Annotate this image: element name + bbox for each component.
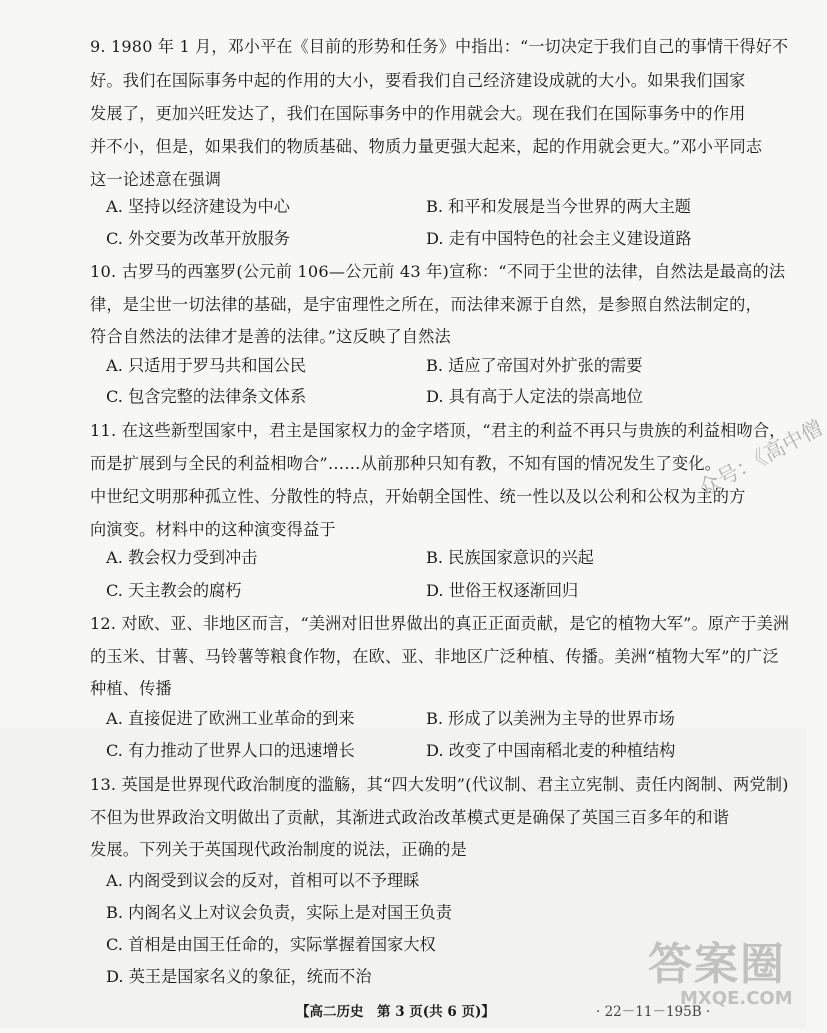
question-11-line-3: 中世纪文明那种孤立性、分散性的特点，开始朝全国性、统一性以及以公利和公权为主的方 — [90, 487, 746, 506]
question-12-option-b: B. 形成了以美洲为主导的世界市场 — [426, 709, 675, 728]
question-9-option-d: D. 走有中国特色的社会主义建设道路 — [426, 229, 692, 248]
question-10-line-3: 符合自然法的法律才是善的法律。”这反映了自然法 — [90, 327, 451, 346]
question-11-line-1: 11. 在这些新型国家中，君主是国家权力的金字塔顶，“君主的利益不再只与贵族的利益相吻合， — [90, 421, 786, 440]
side-watermark: 众号：《高中僧 — [694, 415, 827, 501]
question-13-line-3: 发展。下列关于英国现代政治制度的说法，正确的是 — [90, 840, 467, 859]
question-10-line-1: 10. 古罗马的西塞罗(公元前 106—公元前 43 年)宣称：“不同于尘世的法律，自然法是最高的法 — [90, 262, 786, 281]
question-11-option-c: C. 天主教会的腐朽 — [106, 581, 242, 600]
question-9-line-3: 发展了，更加兴旺发达了，我们在国际事务中的作用就会大。现在我们在国际事务中的作用 — [90, 104, 746, 123]
question-11-option-d: D. 世俗王权逐渐回归 — [426, 581, 579, 600]
footer-exam-code: · 22－11－195B · — [596, 1004, 711, 1020]
watermark-logo-url: MXQE.COM — [680, 988, 793, 1009]
question-11-line-4: 向演变。材料中的这种演变得益于 — [90, 520, 336, 539]
question-13-line-1: 13. 英国是世界现代政治制度的滥觞，其“四大发明”(代议制、君主立宪制、责任内阁制、两党制) — [90, 775, 789, 794]
question-13-option-c: C. 首相是由国王任命的，实际掌握着国家大权 — [106, 935, 436, 954]
question-12-line-1: 12. 对欧、亚、非地区而言，“美洲对旧世界做出的真正正面贡献，是它的植物大军”。原产于美洲 — [90, 614, 790, 633]
answer-site-watermark-logo — [640, 928, 800, 1028]
question-10-option-b: B. 适应了帝国对外扩张的需要 — [426, 356, 643, 375]
question-12-option-d: D. 改变了中国南稻北麦的种植结构 — [426, 741, 676, 760]
question-9-line-2: 好。我们在国际事务中起的作用的大小，要看我们自己经济建设成就的大小。如果我们国家 — [90, 71, 746, 90]
question-12-line-3: 种植、传播 — [90, 679, 172, 698]
question-9-line-4: 并不小，但是，如果我们的物质基础、物质力量更强大起来，起的作用就会更大。”邓小平同志 — [90, 137, 763, 156]
question-9-option-c: C. 外交要为改革开放服务 — [106, 229, 290, 248]
question-10-option-c: C. 包含完整的法律条文体系 — [106, 387, 307, 406]
question-10-option-d: D. 具有高于人定法的崇高地位 — [426, 387, 643, 406]
question-11-option-b: B. 民族国家意识的兴起 — [426, 548, 594, 567]
question-13-option-d: D. 英王是国家名义的象征，统而不治 — [106, 967, 372, 986]
question-9-option-b: B. 和平和发展是当今世界的两大主题 — [426, 197, 691, 216]
question-9-line-5: 这一论述意在强调 — [90, 170, 222, 189]
footer-page-label: 【高二历史 第 3 页(共 6 页)】 — [296, 1004, 495, 1020]
question-12-line-2: 的玉米、甘薯、马铃薯等粮食作物，在欧、亚、非地区广泛种植、传播。美洲“植物大军”的广泛 — [90, 647, 779, 666]
question-12-option-c: C. 有力推动了世界人口的迅速增长 — [106, 741, 355, 760]
question-13-option-b: B. 内阁名义上对议会负责，实际上是对国王负责 — [106, 903, 452, 922]
watermark-logo-text: 答案圈 — [648, 939, 786, 990]
question-13-option-a: A. 内阁受到议会的反对，首相可以不予理睬 — [106, 871, 420, 890]
question-9-option-a: A. 坚持以经济建设为中心 — [106, 197, 290, 216]
question-10-option-a: A. 只适用于罗马共和国公民 — [106, 356, 307, 375]
question-9-line-1: 9. 1980 年 1 月，邓小平在《目前的形势和任务》中指出：“一切决定于我们自己的事情干得好不 — [90, 37, 789, 56]
question-10-line-2: 律，是尘世一切法律的基础，是宇宙理性之所在，而法律来源于自然，是参照自然法制定的， — [90, 295, 762, 314]
question-11-option-a: A. 教会权力受到冲击 — [106, 548, 258, 567]
question-13-line-2: 不但为世界政治文明做出了贡献，其渐进式政治改革模式更是确保了英国三百多年的和谐 — [90, 808, 730, 827]
question-12-option-a: A. 直接促进了欧洲工业革命的到来 — [106, 709, 355, 728]
question-11-line-2: 而是扩展到与全民的利益相吻合”……从前那种只知有教，不知有国的情况发生了变化。 — [90, 454, 722, 473]
